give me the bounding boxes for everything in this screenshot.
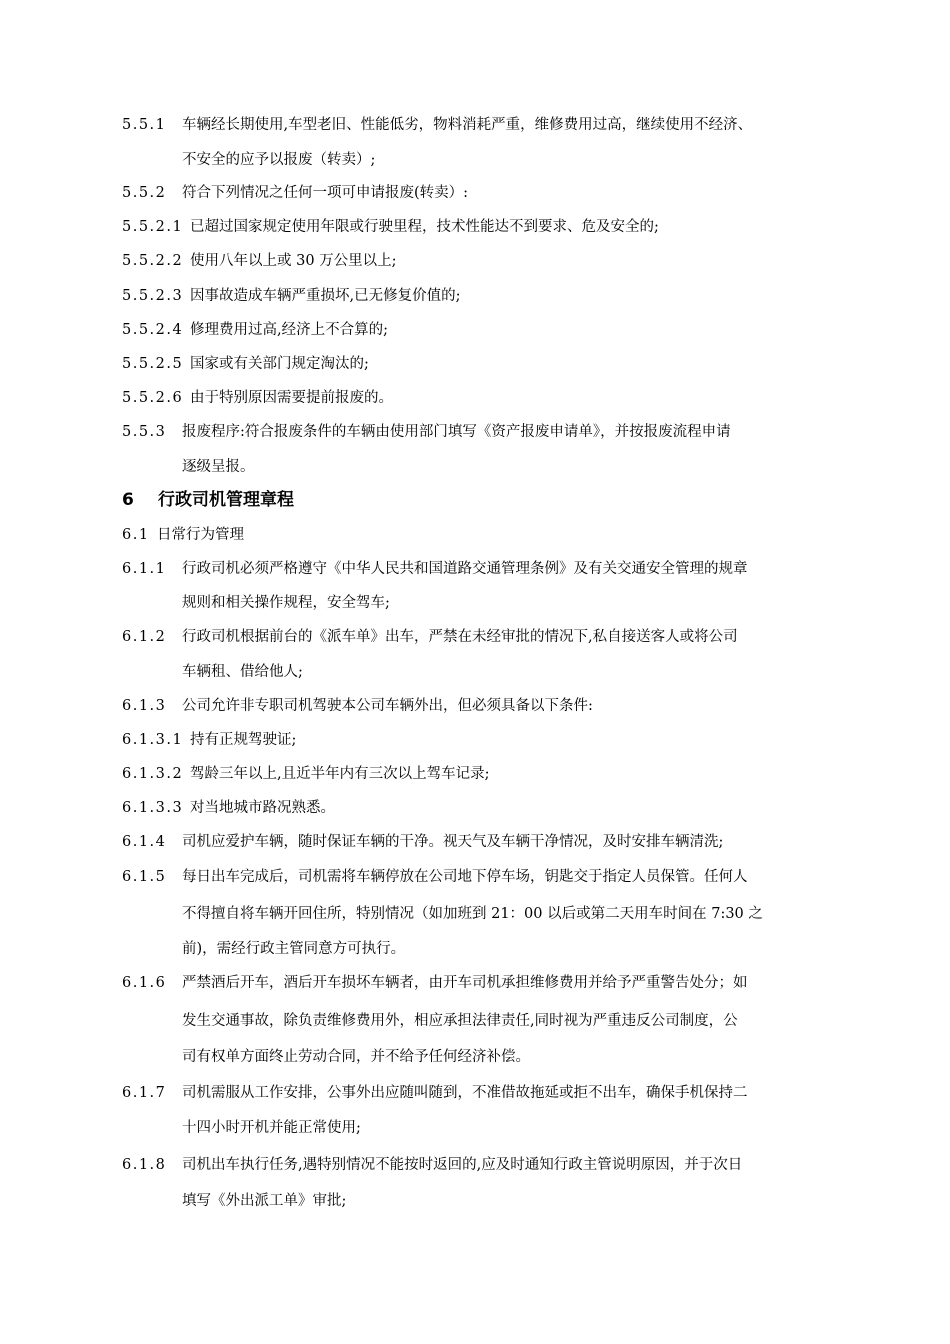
clause-number: 6.1.3.3 (122, 800, 184, 816)
clause-text: 日常行为管理 (157, 527, 244, 543)
clause-6-1-3 (0, 695, 950, 717)
section-heading (122, 487, 294, 513)
clause-number: 5.5.2.2 (122, 253, 184, 269)
clause-text: 每日出车完成后，司机需将车辆停放在公司地下停车场，钥匙交于指定人员保管。任何人 (182, 869, 748, 885)
clause-text: 规则和相关操作规程，安全驾车; (182, 595, 390, 611)
clause-6-1-1 (0, 558, 950, 580)
clause-number: 6.1.3.1 (122, 732, 184, 748)
clause-number: 5.5.2.1 (122, 219, 184, 235)
clause-number: 6.1.2 (122, 629, 167, 645)
clause-text: 司有权单方面终止劳动合同，并不给予任何经济补偿。 (182, 1049, 530, 1065)
clause-text: 前)，需经行政主管同意方可执行。 (182, 941, 406, 957)
clause-6-1-8 (0, 1154, 950, 1176)
clause-number: 6.1.7 (122, 1085, 167, 1101)
clause-text: 持有正规驾驶证; (190, 732, 297, 748)
clause-continuation (0, 592, 950, 614)
clause-number: 5.5.2.6 (122, 390, 184, 406)
clause-continuation (0, 661, 950, 683)
clause-5-5-2-5 (0, 353, 950, 375)
clause-6-1 (0, 524, 950, 546)
clause-6-1-3-2 (0, 763, 950, 785)
clause-continuation (0, 1117, 950, 1139)
clause-continuation (0, 1010, 950, 1032)
clause-text: 符合下列情况之任何一项可申请报废(转卖）: (182, 185, 469, 201)
clause-number: 6.1 (122, 527, 150, 543)
clause-text: 报废程序:符合报废条件的车辆由使用部门填写《资产报废申请单》，并按报废流程申请 (182, 424, 731, 440)
clause-continuation (0, 149, 950, 171)
section-number: 6 (122, 490, 134, 510)
clause-6-1-3-1 (0, 729, 950, 751)
clause-text: 行政司机根据前台的《派车单》出车，严禁在未经审批的情况下,私自接送客人或将公司 (182, 629, 738, 645)
clause-text: 不得擅自将车辆开回住所，特别情况（如加班到 21：00 以后或第二天用车时间在 7:30 之 (182, 906, 763, 922)
clause-5-5-2-1 (0, 216, 950, 238)
clause-text: 司机需服从工作安排，公事外出应随叫随到，不准借故拖延或拒不出车，确保手机保持二 (182, 1085, 748, 1101)
clause-6-1-4 (0, 831, 950, 853)
clause-text: 车辆经长期使用,车型老旧、性能低劣，物料消耗严重，维修费用过高，继续使用不经济、 (182, 117, 753, 133)
clause-continuation (0, 938, 950, 960)
clause-text: 车辆租、借给他人; (182, 664, 303, 680)
clause-text: 公司允许非专职司机驾驶本公司车辆外出，但必须具备以下条件: (182, 698, 593, 714)
clause-text: 严禁酒后开车，酒后开车损坏车辆者，由开车司机承担维修费用并给予严重警告处分；如 (182, 975, 748, 991)
clause-text: 使用八年以上或 30 万公里以上; (190, 253, 397, 269)
clause-text: 逐级呈报。 (182, 459, 255, 475)
clause-number: 6.1.1 (122, 561, 167, 577)
clause-text: 由于特别原因需要提前报废的。 (190, 390, 393, 406)
clause-5-5-2-2 (0, 250, 950, 272)
clause-continuation (0, 1046, 950, 1068)
clause-number: 6.1.3 (122, 698, 167, 714)
clause-6-1-6 (0, 972, 950, 994)
clause-number: 5.5.2 (122, 185, 167, 201)
clause-number: 6.1.6 (122, 975, 167, 991)
clause-continuation (0, 1190, 950, 1212)
clause-number: 6.1.4 (122, 834, 167, 850)
section-title: 行政司机管理章程 (158, 490, 294, 510)
clause-continuation (0, 903, 950, 925)
clause-5-5-2 (0, 182, 950, 204)
clause-text: 十四小时开机并能正常使用; (182, 1120, 361, 1136)
clause-6-1-7 (0, 1082, 950, 1104)
clause-text: 填写《外出派工单》审批; (182, 1193, 347, 1209)
clause-5-5-3 (0, 421, 950, 443)
clause-text: 驾龄三年以上,且近半年内有三次以上驾车记录; (190, 766, 490, 782)
clause-number: 5.5.2.5 (122, 356, 184, 372)
clause-text: 发生交通事故，除负责维修费用外，相应承担法律责任,同时视为严重违反公司制度，公 (182, 1013, 738, 1029)
clause-text: 已超过国家规定使用年限或行驶里程，技术性能达不到要求、危及安全的; (190, 219, 659, 235)
clause-6-1-2 (0, 626, 950, 648)
clause-5-5-2-6 (0, 387, 950, 409)
clause-continuation (0, 456, 950, 478)
clause-text: 因事故造成车辆严重损坏,已无修复价值的; (190, 288, 461, 304)
clause-text: 国家或有关部门规定淘汰的; (190, 356, 369, 372)
clause-number: 5.5.2.4 (122, 322, 184, 338)
clause-5-5-2-4 (0, 319, 950, 341)
clause-text: 不安全的应予以报废（转卖）; (182, 152, 376, 168)
clause-text: 司机出车执行任务,遇特别情况不能按时返回的,应及时通知行政主管说明原因，并于次日 (182, 1157, 743, 1173)
clause-number: 5.5.2.3 (122, 288, 184, 304)
clause-text: 修理费用过高,经济上不合算的; (190, 322, 388, 338)
clause-text: 行政司机必须严格遵守《中华人民共和国道路交通管理条例》及有关交通安全管理的规章 (182, 561, 748, 577)
clause-5-5-1 (0, 114, 950, 136)
clause-text: 对当地城市路况熟悉。 (190, 800, 335, 816)
clause-number: 6.1.8 (122, 1157, 167, 1173)
clause-text: 司机应爱护车辆，随时保证车辆的干净。视天气及车辆干净情况，及时安排车辆清洗; (182, 834, 724, 850)
clause-6-1-5 (0, 866, 950, 888)
clause-number: 5.5.3 (122, 424, 167, 440)
clause-number: 6.1.5 (122, 869, 167, 885)
clause-number: 5.5.1 (122, 117, 167, 133)
clause-6-1-3-3 (0, 797, 950, 819)
clause-5-5-2-3 (0, 285, 950, 307)
clause-number: 6.1.3.2 (122, 766, 184, 782)
